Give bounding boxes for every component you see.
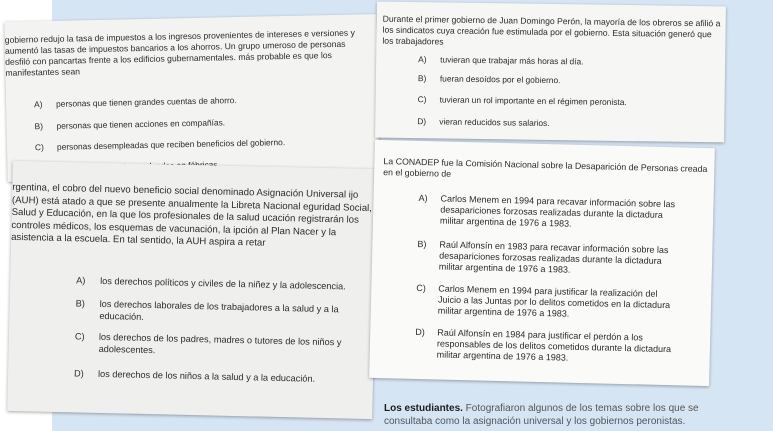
option-letter: C) xyxy=(416,282,426,294)
option-letter: A) xyxy=(418,192,428,204)
caption-bold-lead: Los estudiantes. xyxy=(384,403,463,414)
option-letter: C) xyxy=(34,142,44,153)
option-a xyxy=(76,274,376,292)
option-text: Carlos Menem en 1994 para justificar la realización del Juicio a las Juntas por lo delitos cometidos en la dictadura militar argentina de 1976 a 1983. xyxy=(437,283,671,319)
option-text: fueran desoídos por el gobierno. xyxy=(439,73,561,86)
option-letter: D) xyxy=(417,116,427,127)
exam-sheet-auh-question xyxy=(7,161,378,419)
exam-sheet-conadep-question xyxy=(369,140,715,386)
option-c xyxy=(417,94,708,108)
option-text: personas que tienen acciones en compañías. xyxy=(56,117,226,131)
option-text: Raúl Alfonsín en 1983 para recavar información sobre las desapariciones forzosas realizadas durante la dictadura militar argentina de 1976 a 1983. xyxy=(438,239,669,275)
question-stem: rgentina, el cobro del nuevo beneficio social denominado Asignación Universal ijo (AUH) está atado a que se presente anualmente la Libreta Nacional eguridad Social, Salud y Educación, en la que los profesionales de la salud ucación registrarán los controles médicos, los esquemas de vacunación, la ipción al Plan Nacer y la asistencia a la escuela. En tal sentido, la AUH aspira a retar xyxy=(11,181,373,249)
option-letter: C) xyxy=(74,331,85,342)
option-text: Carlos Menem en 1994 para recavar información sobre las desapariciones forzosas realizadas durante la dictadura militar argentina de 1976 a 1983. xyxy=(439,193,676,229)
option-letter: B) xyxy=(417,238,427,250)
option-a xyxy=(418,54,708,67)
option-text: personas que tienen grandes cuentas de ahorro. xyxy=(55,95,237,109)
option-d xyxy=(417,116,707,128)
option-letter: A) xyxy=(418,54,427,65)
option-c xyxy=(34,135,365,153)
option-text: tuvieran un rol importante en el régimen peronista. xyxy=(439,94,627,108)
question-stem: La CONADEP fue la Comisión Nacional sobre la Desaparición de Personas creada en el gobierno de xyxy=(383,156,708,179)
option-a xyxy=(418,192,689,229)
exam-sheet-peron-question xyxy=(375,2,726,143)
option-letter: A) xyxy=(76,275,86,286)
exam-sheet-tax-question xyxy=(4,14,379,182)
question-stem: Durante el primer gobierno de Juan Domingo Perón, la mayoría de los obreros se afilió a los sindicatos cuya creación fue estimulada por el gobierno. Esta situación generó que los trabajadores xyxy=(382,13,721,47)
option-c xyxy=(416,282,686,319)
option-b xyxy=(417,238,688,275)
option-letter: B) xyxy=(417,73,427,84)
option-d xyxy=(73,367,374,384)
option-text: vieran reducidos sus salarios. xyxy=(439,116,550,128)
option-letter: B) xyxy=(75,298,85,309)
option-text: los derechos políticos y civiles de la niñez y la adolescencia. xyxy=(100,275,346,292)
option-text: personas desempleadas que reciben beneficios del gobierno. xyxy=(56,137,286,152)
option-text: los derechos de los padres, madres o tutores de los niños y adolescentes. xyxy=(98,331,342,356)
option-letter: C) xyxy=(417,94,427,105)
option-text: los derechos de los niños a la salud y a la educación. xyxy=(97,368,316,384)
option-text: los derechos laborales de los trabajadores a la salud y a la educación. xyxy=(99,298,339,322)
option-a xyxy=(33,92,364,110)
option-letter: A) xyxy=(33,99,43,110)
option-c xyxy=(74,330,375,356)
option-text: Raúl Alfonsín en 1984 para justificar el perdón a los responsables de los delitos cometidos durante la dictadura militar argentina de 1976 a 1983. xyxy=(436,327,672,363)
caption-text: Fotografiaron algunos de los temas sobre los que se consultaba como la asignación universal y los gobiernos peronistas. xyxy=(384,403,699,427)
option-text: tuvieran que trabajar más horas al día. xyxy=(440,54,584,67)
option-letter: D) xyxy=(415,326,425,338)
question-stem: gobierno redujo la tasa de impuestos a los ingresos provenientes de intereses e versiones y aumentó las tasas de impuestos bancarios a los ahorros. Un grupo umeroso de personas desfiló con pancartas frente a los edificios gubernamentales. más probable es que los manifestantes sean xyxy=(4,27,355,78)
option-letter: D) xyxy=(73,368,84,379)
option-b xyxy=(75,297,376,322)
option-b xyxy=(417,73,708,86)
option-letter: B) xyxy=(34,121,44,132)
option-d xyxy=(415,326,685,363)
option-b xyxy=(34,114,364,132)
photo-caption xyxy=(384,402,714,428)
